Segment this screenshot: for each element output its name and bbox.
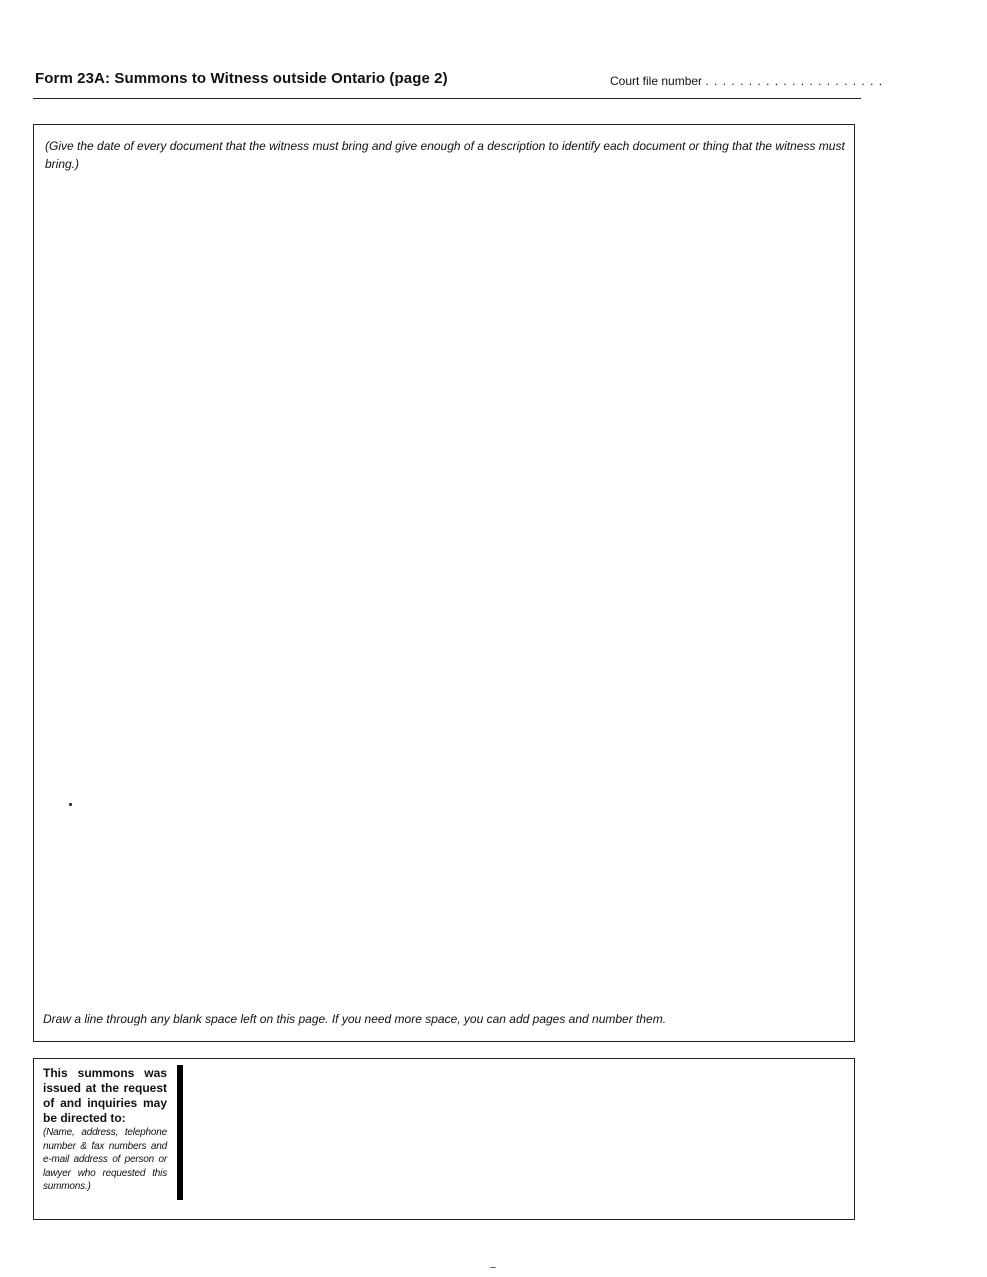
request-label-text: This summons was issued at the request of and inquiries may be directed to: xyxy=(43,1066,167,1125)
scan-speck xyxy=(69,803,72,806)
request-divider-bar xyxy=(177,1065,183,1200)
court-file-number-field[interactable]: . . . . . . . . . . . . . . . . . . . . . xyxy=(705,74,884,88)
request-section xyxy=(33,1058,855,1220)
form-title: Form 23A: Summons to Witness outside Ontario (page 2) xyxy=(35,70,448,87)
request-label xyxy=(43,1066,167,1194)
documents-instruction: (Give the date of every document that the witness must bring and give enough of a description to identify each document or thing that the witness must bring.) xyxy=(45,139,845,171)
header-divider xyxy=(33,98,861,99)
documents-field[interactable] xyxy=(45,177,843,1001)
scan-speck xyxy=(490,1267,496,1268)
documents-section xyxy=(33,124,855,1042)
court-file-number-label: Court file number xyxy=(610,74,703,88)
court-file-number xyxy=(610,74,883,88)
request-hint: (Name, address, telephone number & fax numbers and e-mail address of person or lawyer who requested this summons.) xyxy=(43,1127,167,1192)
blank-space-note: Draw a line through any blank space left on this page. If you need more space, you can add pages and number them. xyxy=(43,1012,667,1026)
requester-details-field[interactable] xyxy=(189,1063,850,1215)
